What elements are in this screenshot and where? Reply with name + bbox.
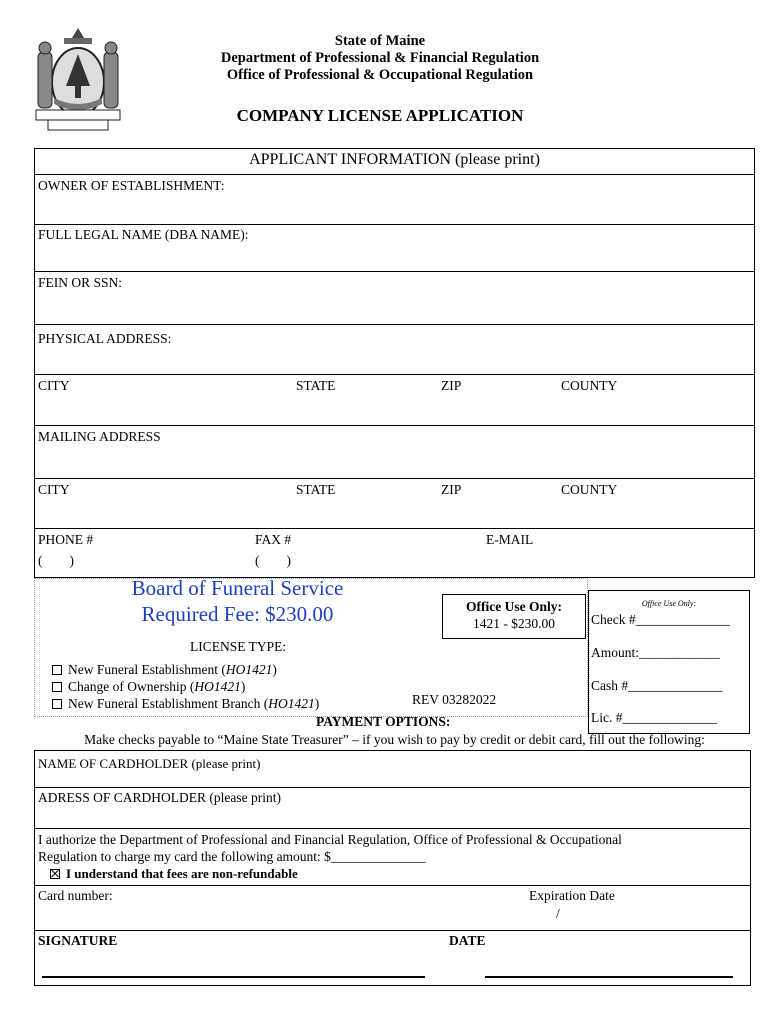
date-line[interactable] bbox=[485, 976, 733, 978]
state-seal-image bbox=[30, 24, 126, 134]
header-office: Office of Professional & Occupational Regulation bbox=[226, 67, 534, 83]
physical-address-label: PHYSICAL ADDRESS: bbox=[38, 331, 172, 346]
payment-options-title: PAYMENT OPTIONS: bbox=[316, 714, 451, 729]
header-department: Department of Professional & Financial Regulation bbox=[220, 50, 540, 66]
checkbox-non-refundable-checked[interactable] bbox=[50, 869, 60, 879]
cardholder-name-label: NAME OF CARDHOLDER (please print) bbox=[38, 756, 261, 771]
card-number-label: Card number: bbox=[38, 888, 113, 903]
owner-label: OWNER OF ESTABLISHMENT: bbox=[38, 178, 225, 193]
state-label: STATE bbox=[296, 378, 336, 393]
applicant-section-title: APPLICANT INFORMATION (please print) bbox=[249, 151, 540, 168]
form-title: COMPANY LICENSE APPLICATION bbox=[236, 106, 524, 125]
office-use-title: Office Use Only: bbox=[466, 599, 562, 614]
zip-label: ZIP bbox=[441, 378, 462, 393]
checkbox-new-branch[interactable] bbox=[52, 699, 62, 709]
mailing-city-label: CITY bbox=[38, 482, 70, 497]
checkbox-change-ownership[interactable] bbox=[52, 682, 62, 692]
header-state: State of Maine bbox=[334, 33, 426, 49]
office-use-small-title: Office Use Only: bbox=[641, 599, 697, 608]
expiration-slash: / bbox=[556, 906, 560, 921]
fax-label: FAX # bbox=[255, 532, 292, 547]
checkbox-new-establishment[interactable] bbox=[52, 665, 62, 675]
mailing-address-label: MAILING ADDRESS bbox=[38, 429, 161, 444]
county-label: COUNTY bbox=[561, 378, 618, 393]
payment-instructions: Make checks payable to “Maine State Treasurer” – if you wish to pay by credit or debit card, fill out the following: bbox=[84, 732, 705, 747]
fein-label: FEIN OR SSN: bbox=[38, 275, 123, 290]
cardholder-address-label: ADRESS OF CARDHOLDER (please print) bbox=[38, 790, 281, 805]
license-option-branch[interactable]: New Funeral Establishment Branch (HO1421) bbox=[52, 696, 319, 712]
email-label: E-MAIL bbox=[486, 532, 534, 547]
license-number-field: Lic. #______________ bbox=[591, 710, 717, 725]
license-option-change[interactable]: Change of Ownership (HO1421) bbox=[52, 679, 245, 695]
board-name: Board of Funeral Service bbox=[131, 576, 344, 600]
office-use-fee-line: 1421 - $230.00 bbox=[472, 616, 556, 631]
phone-label: PHONE # bbox=[38, 532, 94, 547]
signature-label: SIGNATURE bbox=[38, 933, 118, 948]
signature-line[interactable] bbox=[42, 976, 425, 978]
check-number-field: Check #______________ bbox=[591, 612, 731, 627]
fax-area-code: ( ) bbox=[255, 553, 291, 568]
board-fee: Required Fee: $230.00 bbox=[141, 602, 334, 626]
city-label: CITY bbox=[38, 378, 70, 393]
date-label: DATE bbox=[449, 933, 486, 948]
legal-name-label: FULL LEGAL NAME (DBA NAME): bbox=[38, 227, 249, 242]
license-type-label: LICENSE TYPE: bbox=[190, 639, 287, 654]
phone-area-code: ( ) bbox=[38, 553, 74, 568]
cash-field: Cash #______________ bbox=[591, 678, 723, 693]
expiration-date-label: Expiration Date bbox=[529, 888, 615, 903]
mailing-zip-label: ZIP bbox=[441, 482, 462, 497]
authorize-text-line2: Regulation to charge my card the following amount: $______________ bbox=[38, 849, 426, 864]
authorize-text-line1: I authorize the Department of Professional and Financial Regulation, Office of Professional & Occupational bbox=[38, 832, 622, 847]
mailing-state-label: STATE bbox=[296, 482, 336, 497]
amount-field: Amount:____________ bbox=[591, 645, 721, 660]
applicant-info-box bbox=[34, 148, 755, 578]
license-option-new[interactable]: New Funeral Establishment (HO1421) bbox=[52, 662, 277, 678]
mailing-county-label: COUNTY bbox=[561, 482, 618, 497]
non-refundable-acknowledgement[interactable]: I understand that fees are non-refundable bbox=[50, 866, 298, 882]
revision-label: REV 03282022 bbox=[412, 692, 497, 707]
